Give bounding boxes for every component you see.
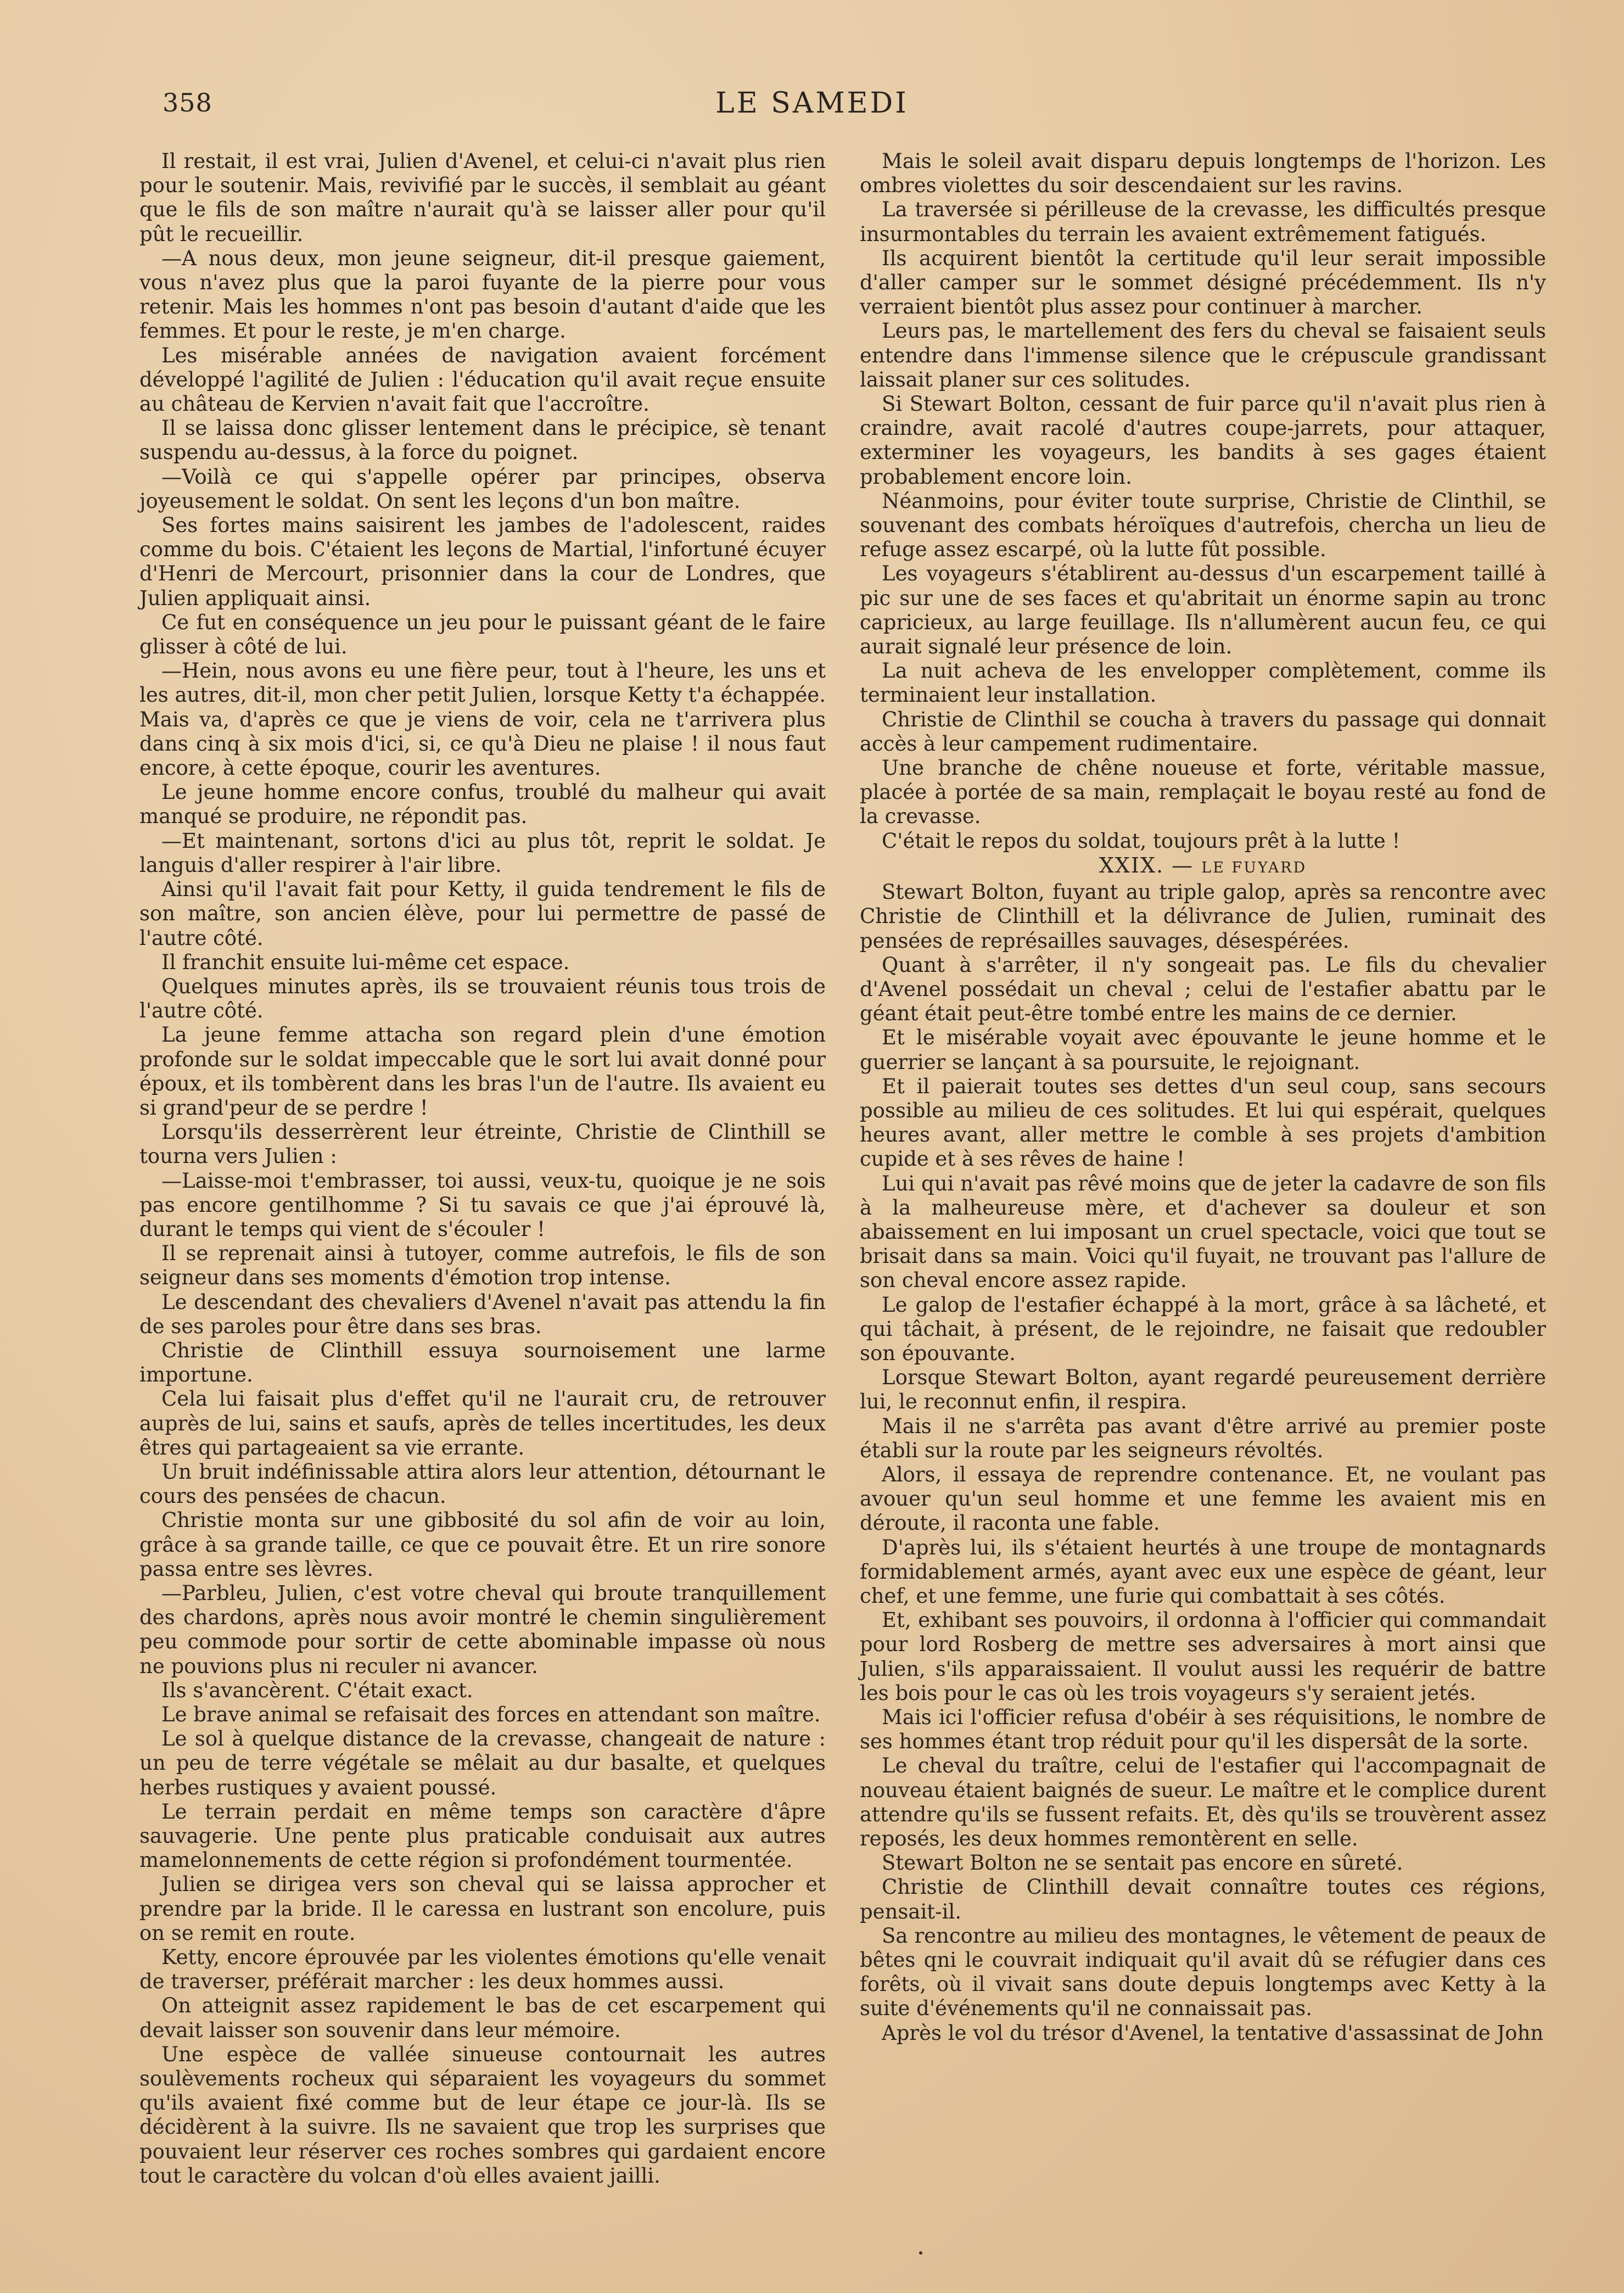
paragraph: Mais le soleil avait disparu depuis longtemps de l'horizon. Les ombres violettes du soir descendaient sur les ravins. <box>860 149 1546 198</box>
paragraph: Les voyageurs s'établirent au-dessus d'un escarpement taillé à pic sur une de ses faces et qu'abritait un énorme sapin au tronc capricieux, au large feuillage. Ils n'allumèrent aucun feu, ce qui aurait signalé leur présence de loin. <box>860 562 1546 659</box>
chapter-heading <box>860 853 1546 880</box>
paragraph: Christie monta sur une gibbosité du sol afin de voir au loin, grâce à sa grande taille, ce que ce pouvait être. Et un rire sonore passa entre ses lèvres. <box>139 1508 826 1581</box>
right-column-bottom <box>860 880 1546 2045</box>
paragraph: La traversée si périlleuse de la crevasse, les difficultés presque insurmontables du terrain les avaient extrêmement fatigués. <box>860 198 1546 246</box>
paragraph: Et le misérable voyait avec épouvante le jeune homme et le guerrier se lançant à sa poursuite, le rejoignant. <box>860 1026 1546 1074</box>
left-column <box>139 149 826 2188</box>
chapter-number: XXIX. — <box>1099 853 1194 877</box>
paragraph: Quant à s'arrêter, il n'y songeait pas. Le fils du chevalier d'Avenel possédait un cheval ; celui de l'estafier abattu par le géant était peut-être tombé entre les mains de ce dernier. <box>860 953 1546 1026</box>
paragraph: Leurs pas, le martellement des fers du cheval se faisaient seuls entendre dans l'immense silence que le crépuscule grandissant laissait planer sur ces solitudes. <box>860 319 1546 392</box>
paragraph: Le galop de l'estafier échappé à la mort, grâce à sa lâcheté, et qui tâchait, à présent, de le rejoindre, ne faisait que redoubler son épouvante. <box>860 1293 1546 1365</box>
paragraph: La jeune femme attacha son regard plein d'une émotion profonde sur le soldat impeccable que le sort lui avait donné pour époux, et ils tombèrent dans les bras l'un de l'autre. Ils avaient eu si grand'peur de se perdre ! <box>139 1023 826 1120</box>
paragraph: La nuit acheva de les envelopper complètement, comme ils terminaient leur installation. <box>860 659 1546 707</box>
paragraph: Ketty, encore éprouvée par les violentes émotions qu'elle venait de traverser, préférait marcher : les deux hommes aussi. <box>139 1945 826 1994</box>
paragraph: On atteignit assez rapidement le bas de cet escarpement qui devait laisser son souvenir dans leur mémoire. <box>139 1994 826 2042</box>
paragraph: Mais il ne s'arrêta pas avant d'être arrivé au premier poste établi sur la route par les seigneurs révoltés. <box>860 1414 1546 1462</box>
right-column-top <box>860 149 1546 853</box>
paragraph: Christie de Clinthil se coucha à travers du passage qui donnait accès à leur campement rudimentaire. <box>860 707 1546 756</box>
paragraph: Si Stewart Bolton, cessant de fuir parce qu'il n'avait plus rien à craindre, avait racolé d'autres coupe-jarrets, pour attaquer, exterminer les voyageurs, les bandits à ses gages étaient probablement encore loin. <box>860 392 1546 489</box>
paragraph: Sa rencontre au milieu des montagnes, le vêtement de peaux de bêtes qni le couvrait indiquait qu'il avait dû se réfugier dans ces forêts, où il vivait sans doute depuis longtemps avec Ketty à la suite d'événements qu'il ne connaissait pas. <box>860 1923 1546 2021</box>
paragraph: Le sol à quelque distance de la crevasse, changeait de nature : un peu de terre végétale se mêlait au dur basalte, et quelques herbes rustiques y avaient poussé. <box>139 1727 826 1799</box>
paragraph: Ce fut en conséquence un jeu pour le puissant géant de le faire glisser à côté de lui. <box>139 610 826 659</box>
paragraph: Néanmoins, pour éviter toute surprise, Christie de Clinthil, se souvenant des combats héroïques d'autrefois, chercha un lieu de refuge assez escarpé, où la lutte fût possible. <box>860 489 1546 562</box>
paragraph: Christie de Clinthill essuya sournoisement une larme importune. <box>139 1338 826 1387</box>
paragraph: Ils s'avancèrent. C'était exact. <box>161 1678 473 1702</box>
paragraph: Christie de Clinthill devait connaître toutes ces régions, pensait-il. <box>860 1875 1546 1923</box>
paragraph: Ils acquirent bientôt la certitude qu'il leur serait impossible d'aller camper sur le sommet désigné précédemment. Ils n'y verraient bientôt plus assez pour continuer à marcher. <box>860 246 1546 319</box>
paragraph: Ainsi qu'il l'avait fait pour Ketty, il guida tendrement le fils de son maître, son ancien élève, pour lui permettre de passé de l'autre côté. <box>139 877 826 950</box>
paragraph: Et, exhibant ses pouvoirs, il ordonna à l'officier qui commandait pour lord Rosberg de mettre ses adversaires à mort ainsi que Julien, s'ils apparaissaient. Il voulut aussi les requérir de battre les bois pour le cas où les trois voyageurs s'y seraient jetés. <box>860 1608 1546 1705</box>
paragraph: —A nous deux, mon jeune seigneur, dit-il presque gaiement, vous n'avez plus que la paroi fuyante de la pierre pour vous retenir. Mais les hommes n'ont pas besoin d'autant d'aide que les femmes. Et pour le reste, je m'en charge. <box>139 246 826 343</box>
paragraph: Ses fortes mains saisirent les jambes de l'adolescent, raides comme du bois. C'étaient les leçons de Martial, l'infortuné écuyer d'Henri de Mercourt, prisonnier dans la cour de Londres, que Julien appliquait ainsi. <box>139 513 826 610</box>
paragraph: Lorsque Stewart Bolton, ayant regardé peureusement derrière lui, le reconnut enfin, il respira. <box>860 1366 1546 1414</box>
paragraph: C'était le repos du soldat, toujours prêt à la lutte ! <box>882 829 1401 853</box>
paragraph: Il franchit ensuite lui-même cet espace. <box>161 950 570 974</box>
paragraph: Lorsqu'ils desserrèrent leur étreinte, Christie de Clinthill se tourna vers Julien : <box>139 1120 826 1168</box>
paragraph: Quelques minutes après, ils se trouvaient réunis tous trois de l'autre côté. <box>139 974 826 1023</box>
paragraph: Une espèce de vallée sinueuse contournait les autres soulèvements rocheux qui séparaient les voyageurs du sommet qu'ils avaient fixé comme but de leur étape ce jour-là. Ils se décidèrent à la suivre. Ils ne savaient que trop les surprises que pouvaient leur réserver ces roches sombres qui gardaient encore tout le caractère du volcan d'où elles avaient jailli. <box>139 2042 826 2188</box>
paragraph: Stewart Bolton, fuyant au triple galop, après sa rencontre avec Christie de Clinthill et la délivrance de Julien, ruminait des pensées de représailles sauvages, désespérées. <box>860 880 1546 953</box>
paragraph: Les misérable années de navigation avaient forcément développé l'agilité de Julien : l'éducation qu'il avait reçue ensuite au château de Kervien n'avait fait que l'accroître. <box>139 343 826 416</box>
paragraph: Lui qui n'avait pas rêvé moins que de jeter la cadavre de son fils à la malheureuse mère, et d'achever sa douleur et son abaissement en lui imposant un cruel spectacle, voici que tout se brisait dans sa main. Voici qu'il fuyait, ne trouvant pas l'allure de son cheval encore assez rapide. <box>860 1171 1546 1293</box>
paragraph: Il se laissa donc glisser lentement dans le précipice, sè tenant suspendu au-dessus, à la force du poignet. <box>139 416 826 465</box>
ink-speck <box>919 2251 922 2255</box>
paragraph: Une branche de chêne noueuse et forte, véritable massue, placée à portée de sa main, remplaçait le boyau resté au fond de la crevasse. <box>860 756 1546 829</box>
paragraph: Il restait, il est vrai, Julien d'Avenel, et celui-ci n'avait plus rien pour le soutenir. Mais, revivifié par le succès, il semblait au géant que le fils de son maître n'aurait qu'à se laisser aller pour qu'il pût le recueillir. <box>139 149 826 246</box>
paragraph: Le terrain perdait en même temps son caractère d'âpre sauvagerie. Une pente plus praticable conduisait aux autres mamelonnements de cette région si profondément tourmentée. <box>139 1799 826 1872</box>
paragraph: Le jeune homme encore confus, troublé du malheur qui avait manqué se produire, ne répondit pas. <box>139 780 826 829</box>
paragraph: —Parbleu, Julien, c'est votre cheval qui broute tranquillement des chardons, après nous avoir montré le chemin singulièrement peu commode pour sortir de cette abominable impasse où nous ne pouvions plus ni reculer ni avancer. <box>139 1581 826 1678</box>
right-column <box>860 149 1546 2045</box>
paragraph: Julien se dirigea vers son cheval qui se laissa approcher et prendre par la bride. Il le caressa en lustrant son encolure, puis on se remit en route. <box>139 1872 826 1945</box>
paragraph: Cela lui faisait plus d'effet qu'il ne l'aurait cru, de retrouver auprès de lui, sains et saufs, après de telles incertitudes, les deux êtres qui partageaient sa vie errante. <box>139 1387 826 1459</box>
paragraph: —Voilà ce qui s'appelle opérer par principes, observa joyeusement le soldat. On sent les leçons d'un bon maître. <box>139 465 826 513</box>
paragraph: Il se reprenait ainsi à tutoyer, comme autrefois, le fils de son seigneur dans ses moments d'émotion trop intense. <box>139 1241 826 1290</box>
paragraph: Après le vol du trésor d'Avenel, la tentative d'assassinat de John <box>882 2021 1544 2045</box>
paragraph: Stewart Bolton ne se sentait pas encore en sûreté. <box>882 1851 1403 1875</box>
paragraph: Alors, il essaya de reprendre contenance. Et, ne voulant pas avouer qu'un seul homme et une femme les avaient mis en déroute, il raconta une fable. <box>860 1462 1546 1535</box>
paragraph: Le brave animal se refaisait des forces en attendant son maître. <box>161 1703 821 1726</box>
paragraph: Un bruit indéfinissable attira alors leur attention, détournant le cours des pensées de chacun. <box>139 1459 826 1508</box>
paragraph: Le descendant des chevaliers d'Avenel n'avait pas attendu la fin de ses paroles pour être dans ses bras. <box>139 1290 826 1338</box>
paragraph: Mais ici l'officier refusa d'obéir à ses réquisitions, le nombre de ses hommes étant trop réduit pour qu'il les dispersât de la sorte. <box>860 1705 1546 1754</box>
page-title: LE SAMEDI <box>715 87 909 120</box>
paragraph: —Laisse-moi t'embrasser, toi aussi, veux-tu, quoique je ne sois pas encore gentilhomme ? Si tu savais ce que j'ai éprouvé là, durant le temps qui vient de s'écouler ! <box>139 1168 826 1241</box>
paragraph: —Hein, nous avons eu une fière peur, tout à l'heure, les uns et les autres, dit-il, mon cher petit Julien, lorsque Ketty t'a échappée. Mais va, d'après ce que je viens de voir, cela ne t'arrivera plus dans cinq à six mois d'ici, si, ce qu'à Dieu ne plaise ! il nous faut encore, à cette époque, courir les aventures. <box>139 659 826 780</box>
paragraph: —Et maintenant, sortons d'ici au plus tôt, reprit le soldat. Je languis d'aller respirer à l'air libre. <box>139 829 826 877</box>
paragraph: Et il paierait toutes ses dettes d'un seul coup, sans secours possible au milieu de ces solitudes. Et lui qui espérait, quelques heures avant, aller mettre le comble à ses projets d'ambition cupide et à ses rêves de haine ! <box>860 1074 1546 1171</box>
paragraph: D'après lui, ils s'étaient heurtés à une troupe de montagnards formidablement armés, ayant avec eux une espèce de géant, leur chef, et une femme, une furie qui combattait à ses côtés. <box>860 1535 1546 1608</box>
paragraph: Le cheval du traître, celui de l'estafier qui l'accompagnait de nouveau étaient baignés de sueur. Le maître et le complice durent attendre qu'ils se fussent refaits. Et, dès qu'ils se trouvèrent assez reposés, les deux hommes remontèrent en selle. <box>860 1754 1546 1851</box>
page-number: 358 <box>163 88 212 118</box>
chapter-title: LE FUYARD <box>1201 859 1307 876</box>
